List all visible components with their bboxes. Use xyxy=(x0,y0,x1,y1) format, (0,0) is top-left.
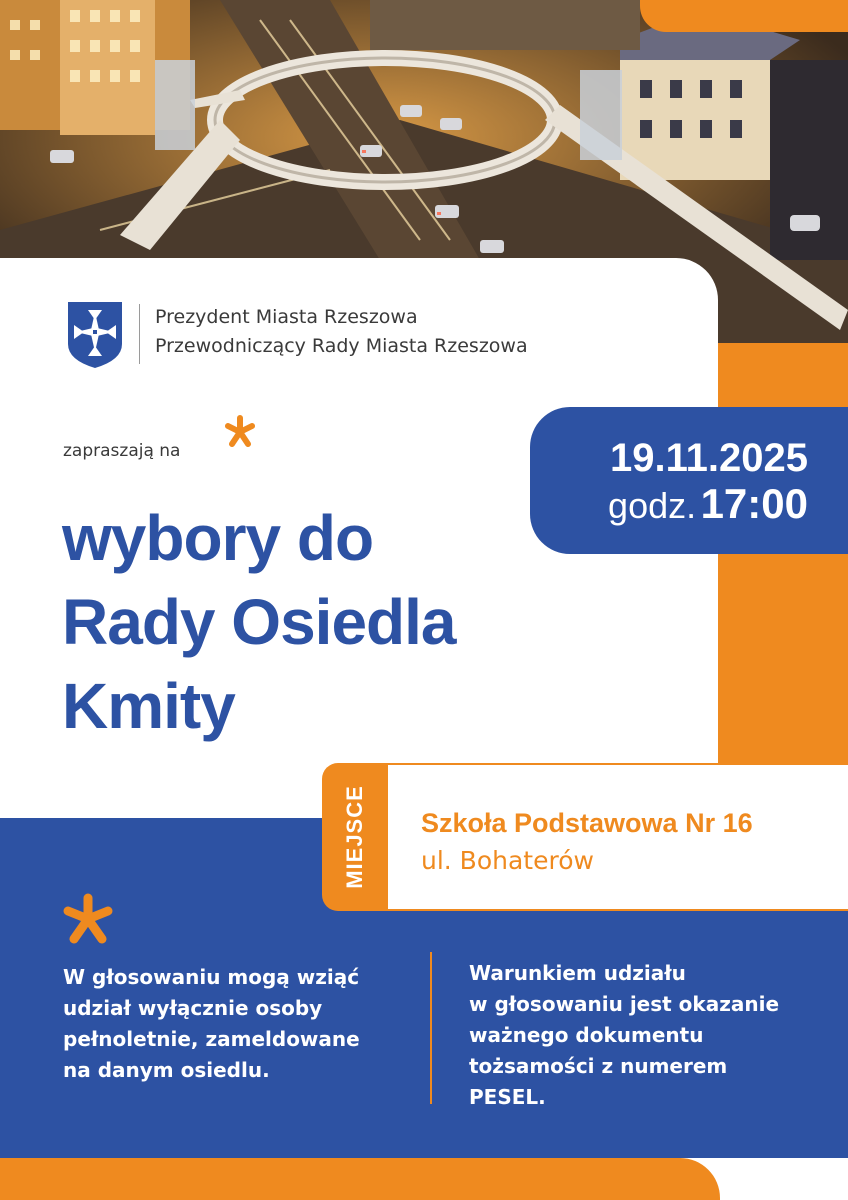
event-date: 19.11.2025 xyxy=(610,436,808,480)
eligibility-note xyxy=(63,962,408,1086)
note-line: PESEL. xyxy=(469,1085,546,1109)
note-line: ważnego dokumentu xyxy=(469,1023,704,1047)
organizer-line-1: Prezydent Miasta Rzeszowa xyxy=(155,306,418,328)
logo-divider xyxy=(139,304,140,364)
notes-divider xyxy=(430,952,432,1104)
organizer-line-2: Przewodniczący Rady Miasta Rzeszowa xyxy=(155,335,528,357)
headline-line-2: Rady Osiedla xyxy=(62,586,456,658)
bottom-orange-bar xyxy=(0,1158,720,1200)
headline-line-1: wybory do xyxy=(62,502,374,574)
note-line: tożsamości z numerem xyxy=(469,1054,728,1078)
event-time xyxy=(608,480,808,528)
note-line: pełnoletnie, zameldowane xyxy=(63,1027,360,1051)
note-line: udział wyłącznie osoby xyxy=(63,996,323,1020)
headline-line-3: Kmity xyxy=(62,670,235,742)
location-label-text: MIEJSCE xyxy=(342,785,367,889)
bottom-corner xyxy=(720,1158,848,1200)
location-name: Szkoła Podstawowa Nr 16 xyxy=(421,808,753,838)
rzeszow-crest-icon xyxy=(66,300,124,370)
note-line: w głosowaniu jest okazanie xyxy=(469,992,780,1016)
invite-text: zapraszają na xyxy=(63,441,181,461)
note-line: W głosowaniu mogą wziąć xyxy=(63,965,360,989)
asterisk-icon xyxy=(222,414,258,450)
note-line: na danym osiedlu. xyxy=(63,1058,270,1082)
time-prefix: godz. xyxy=(608,485,697,526)
time-value: 17:00 xyxy=(700,480,808,527)
id-requirement-note xyxy=(469,958,809,1113)
decorative-orange-tab xyxy=(640,0,848,32)
location-street: ul. Bohaterów xyxy=(421,846,594,875)
asterisk-icon xyxy=(60,893,116,945)
note-line: Warunkiem udziału xyxy=(469,961,686,985)
location-label xyxy=(322,763,388,911)
